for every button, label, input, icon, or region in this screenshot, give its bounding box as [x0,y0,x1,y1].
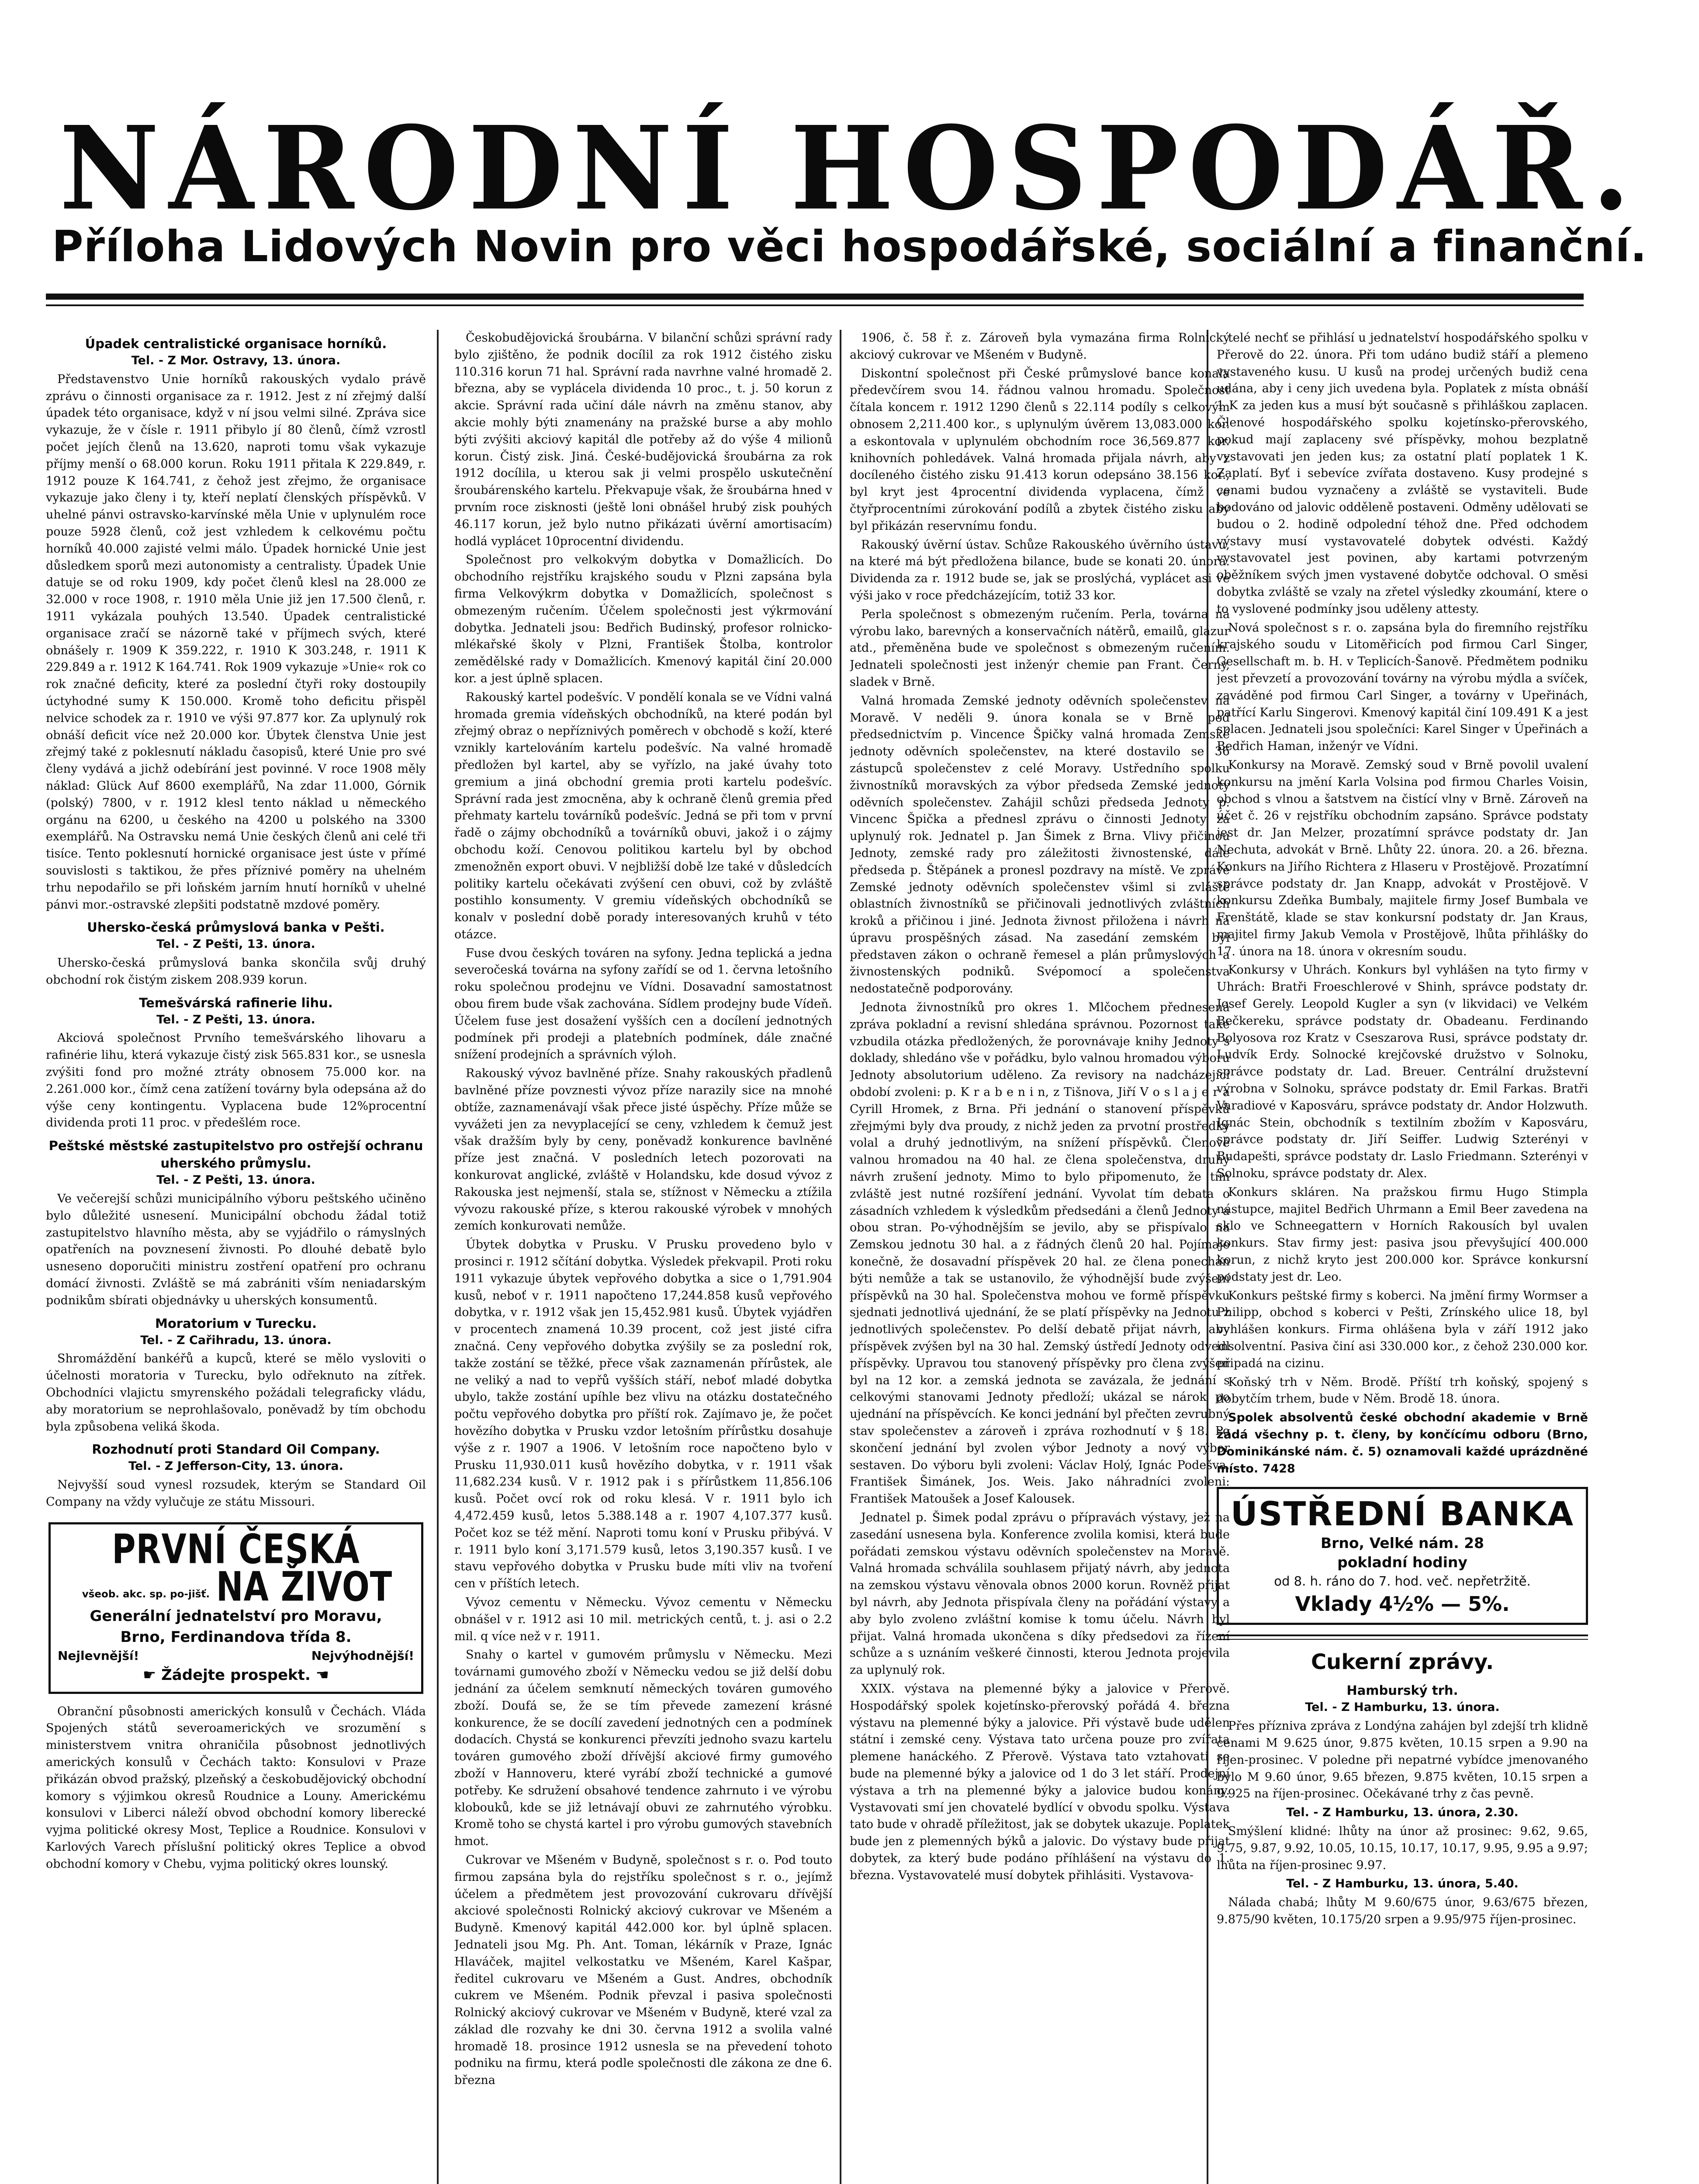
article-body: Konkurs skláren. Na pražskou firmu Hugo Stimpla nástupce, majitel Bedřich Uhrmann a Emil Beer zavedena na sklo ve Schneegattern v Horních Rakousích byl uvalen konkurs. Stav firmy jest: pasiva jsou převyšující 400.000 korun, z nichž kryto jest 200.000 kor. Správce konkursní podstaty jest dr. Leo. [1217,1185,1588,1284]
bank-hours-label: pokladní hodiny [1337,1554,1467,1571]
bank-address: Brno, Velké nám. 28 [1320,1534,1484,1552]
article-body: Rakouský vývoz bavlněné příze. Snahy rakouských přadlenů bavlněné příze povznesti vývoz příze narazily sice na mnohé obtíže, zaznamenávají však přece jisté úspěchy. Příze může se vyvážeti jen za nevyplacející se ceny, vzhledem k čemuž jest však dražším byly by ceny, poněvadž konkurence bavlněné příze jest značná. V posledních letech pozorovati na konkurovat anglické, zvláště v Holandsku, kde dosud vývoz z Rakouska jest nejmenší, stala se, stížnost v Německu a ztížila vývozu rakouské příze, s kterou rakouské výrobek v mnohých zemích konkurovati nemůže. [454,1067,832,1233]
article-body: Společnost pro velkokvým dobytka v Domažlicích. Do obchodního rejstříku krajského soudu v Plzni zapsána byla firma Velkovýkrm dobytka v Domažlicích, společnost s obmezeným ručením. Účelem společnosti jest výkrmování dobytka. Jednateli jsou: Bedřich Budinský, profesor rolnicko-mlékařské školy v Plzni, František Štolba, kontrolor zemědělské rady v Domažlicích. Kmenový kapitál činí 20.000 kor. a jest úplně splacen. [454,553,832,685]
ad-slogan-right: Nejvýhodnější! [311,1648,414,1663]
article-body: Diskontní společnost při České průmyslové bance konala předevčírem svou 14. řádnou valnou hromadu. Společnost čítala koncem r. 1912 1290 členů s 22.114 podíly s celkovým obnosem 2,211.400 kor., s uplynulým úvěrem 13,083.000 kor. a eskontovala v uplynulém obchodním roce 36,569.877 kor. knihovních pohledávek. Valná hromada přijala návrh, aby z docíleného čistého zisku 91.413 korun odepsáno 38.156 kor., byl kryt jest 4procentní dividenda vyplacena, čímž ve čtyřprocentními zúrokování podílů a zbytek čistého zisku aby byl přikázán reservnímu fondu. [850,366,1230,533]
masthead [0,0,1699,306]
article-body: Přes přízniva zpráva z Londýna zahájen byl zdejší trh klidně cenami M 9.625 únor, 9.875 květen, 10.15 srpen a 9.90 na říjen-prosinec. V poledne při nepatrné vybídce jmenovaného bylo M 9.60 únor, 9.65 březen, 9.875 květen, 10.15 srpen a 9.925 na říjen-prosinec. Očekávané trhy z čas pevně. [1217,1719,1588,1801]
ad-company-type: všeob. akc. sp. po-jišť. [82,1589,210,1600]
article-body: telé nechť se přihlásí u jednatelství hospodářského spolku v Přerově do 22. února. Při tom udáno budiž stáří a plemeno vystaveného kusu. U kusů na prodej určených budiž cena udána, aby i ceny jich uvedena byla. Poplatek z místa obnáší 1 K za jeden kus a musí být současně s přihláškou zaplacen. Členové hospodářského spolku kojetínsko-přerovského, pokud mají zaplaceny své příspěvky, mohou bezplatně vystavovati jen jeden kus; za ostatní platí poplatek 1 K. Zaplatí. Byť i sebevíce zvířata dostaveno. Kusy prodejné s cenami budou vyznačeny a zvláště se vystaviteli. Bude bodováno od jalovic odděleně postaveni. Odměny udělovati se budou o 2. hodině odpolední téhož dne. Před odchodem výstavy musí vystavovatelé dobytek odvésti. Každý vystavovatel jest povinen, aby kartami potvrzeným oběžníkem svých jmen vystavené dobytče odchoval. O směsi dobytka zvláště se vzaly na zřetel výsledky zkoumání, ktere o to vyslovené podmínky jsou uděleny attesty. [1217,331,1588,616]
column-2 [454,330,832,2184]
article-body: Představenstvo Unie horníků rakouských vydalo právě zprávu o činnosti organisace za r. 1912. Jest z ní zřejmý další úpadek této organisace, když v ní jsou velmi silné. Zpráva sice vykazuje, že v čísle r. 1911 přibylo jí 80 členů, čímž vzrostl počet jejích členů na 13.620, naproti tomu však vykazuje příjmy menší o 68.000 korun. Roku 1911 přitala K 229.849, r. 1912 pouze K 164.741, z čehož jest zřejmo, že organisace vykazuje jako členy i ty, kteří neplatí členských příspěvků. V uhelné pánvi ostravsko-karvínské měla Unie v uplynulém roce pouze 5928 členů, což jest vzhledem k celkovému počtu horníků 40.000 zajisté velmi málo. Úpadek hornické Unie jest důsledkem sporů mezi autonomisty a centralisty. Úpadek Unie datuje se od roku 1909, kdy počet členů klesl na 28.000 ze 32.000 v roce 1908, r. 1910 měla Unie již jen 17.500 členů, r. 1911 vykázala pouhých 13.540. Úpadek centralistické organisace zračí se názorně také v příjmech svých, které obnášely r. 1909 K 359.222, r. 1910 K 303.248, r. 1911 K 229.849 a r. 1912 K 164.741. Rok 1909 vykazuje »Unie« rok co rok značné deficity, které za poslední čtyři roky dostoupily úctyhodné sumy K 150.000. Kromě toho deficitu přispěl nelvice schodek za r. 1910 ve výši 97.877 kor. Za uplynulý rok obnáší deficit více než 20.000 kor. Úbytek členstva Unie jest zřejmý také z poklesnutí nákladu časopisů, které Unie pro své členy vydává a jichž odebírání jest povinné. V roce 1908 měly náklad: Glück Auf 8600 exemplářů, Na zdar 11.000, Górnik (polský) 7800, v r. 1912 klesl tento náklad u německého orgánu na 6200, u českého na 4200 u polského na 3300 exemplářů. Na Ostravsku nemá Unie českých členů ani celé tři tisíce. Tento poklesnutí hornické organisace jest úste v přímé souvislosti s taktikou, že přes příznivé poměry na uhelném trhu nepodařilo se při loňském jarním hnutí horníků v uhelné pánvi mor.-ostravské zlepšiti podstatně mzdové poměry. [46,372,426,912]
article-body: Cukrovar ve Mšeném v Budyně, společnost s r. o. Pod touto firmou zapsána byla do rejstříku společnost s r. o., jejímž účelem a předmětem jest provozování cukrovaru dřívější akciové společnosti Rolnický akciový cukrovar ve Mšeném a Budyně. Kmenový kapitál 442.000 kor. byl úplně splacen. Jednateli jsou Mg. Ph. Ant. Toman, lékárník v Praze, Ignác Hlaváček, majitel velkostatku ve Mšeném, Karel Kašpar, ředitel cukrovaru ve Mšeném a Gust. Andres, obchodník cukrem ve Mšeném. Podnik převzal i pasiva společnosti Rolnický akciový cukrovar ve Mšeném v Budyně, které vzal za základ dle rozvahy ke dni 30. června 1912 a svolila valné hromadě 18. prosince 1912 usnesla se na převedení tohoto podniku na firmu, která podle společnosti dle zákona ze dne 6. března [454,1853,832,2087]
section-divider [1217,1635,1588,1640]
article-body: Akciová společnost Prvního temešvárského lihovaru a rafinérie lihu, která vykazuje čistý zisk 565.831 kor., se usnesla zvýšiti fond pro možné ztráty obnosem 75.000 kor. na 2.261.000 kor., čímž cena zatížení továrny byla odepsána až do výše ceny kontingentu. Vyplacena bude 12%procentní dividenda proti 11 proc. v předešlém roce. [46,1031,426,1130]
article-dateline: Tel. - Z Hamburku, 13. února, 5.40. [1286,1877,1519,1891]
ad-agency-line: Generální jednatelství pro Moravu, [90,1607,382,1625]
ad-prospect-line: ☛ Žádejte prospekt. ☚ [142,1666,329,1684]
article-dateline: Tel. - Z Hamburku, 13. února, 2.30. [1286,1806,1519,1820]
bank-advertisement [1217,1487,1588,1625]
article-body: Perla společnost s obmezeným ručením. Perla, továrna na výrobu lako, barevných a konservačních nátěrů, emailů, glazur atd., přeměněna bude ve společnost s obmezeným ručením. Jednateli společnosti jest inženýr chemie pan Frant. Černý, sladek v Brně. [850,607,1230,689]
article-body: Ve večerejší schůzi municipálního výboru peštského učiněno bylo důležité usnesení. Municipální obchodu žádal totiž zastupitelstvo hlavního města, aby se vyjádřilo o rámyslných opatřeních na povznesení živnosti. Po dlouhé debatě bylo usneseno doporučiti ministru zostření opatření pro ochranu domácí živnosti. Zvláště se má zabrániti vším neniadarským podnikům sbírati objednávky u uherských konsumentů. [46,1192,426,1307]
article-headline: Hamburský trh. [1346,1683,1458,1698]
newspaper-title: NÁRODNÍ HOSPODÁŘ. [59,100,1640,236]
article-headline: Úpadek centralistické organisace horníků. [85,336,387,351]
article-body: Úbytek dobytka v Prusku. V Prusku provedeno bylo v prosinci r. 1912 sčítání dobytka. Výsledek překvapil. Proti roku 1911 vykazuje úbytek vepřového dobytka a sice o 1,791.904 kusů, neboť v r. 1911 napočteno 17,244.858 kusů vepřového dobytka, v r. 1912 však jen 15,452.981 kusů. Úbytek vyjádřen v procentech znamená 10.39 procent, což jest jisté cifra značná. Ceny vepřového dobytka zvýšily se za poslední rok, takže zostání se těžké, přece však zaznamenán přírůstek, ale ne veliký a nad to vepřů vyšších stáří, neboť mladé dobytka ubylo, takže zostání upíhle bez vlivu na otázku dostatečného počtu vepřového dobytka pro příští rok. Zajímavo je, že počet hovězího dobytka v Prusku vzdor letošním přírůstku dosahuje výše z r. 1907 a 1906. V letošním roce napočteno bylo v Prusku 11,930.011 kusů hovězího dobytka, v r. 1911 však 11,682.234 kusů. V r. 1912 pak i s přírůstkem 11,856.106 kusů. Počet ovcí rok od roku klesá. V r. 1911 bylo ich 4,472.459 kusů, letos 5.388.148 a r. 1907 4,107.377 kusů. Počet koz se též mění. Naproti tomu koní v Prusku přibývá. V r. 1911 bylo koní 3,171.579 kusů, letos 3,190.357 kusů. I ve stavu vepřového dobytka v Prusku bude míti vliv na tvoření cen v příštích letech. [454,1238,832,1591]
article-body: Konkurs peštské firmy s koberci. Na jmění firmy Wormser a Philipp, obchod s koberci v Pešti, Zrínského ulice 18, byl vyhlášen konkurs. Firma ohlášena byla v září 1912 jako insolventní. Pasiva činí asi 330.000 kor., z čehož 230.000 kor. připadá na cizinu. [1217,1289,1588,1370]
masthead-rule-thin [46,304,1584,306]
article-dateline: Tel. - Z Hamburku, 13. února. [1305,1700,1500,1714]
article-body: Spolek absolventů české obchodní akademie v Brně žádá všechny p. t. členy, by končícímu odboru (Brno, Dominikánské nám. č. 5) oznamovali každé uprázdněné místo. 7428 [1217,1411,1588,1476]
column-divider-2 [840,330,841,2184]
article-dateline: Tel. - Z Pešti, 13. února. [156,1013,315,1026]
article-headline: Rozhodnutí proti Standard Oil Company. [92,1442,380,1457]
column-divider-1 [437,330,439,2184]
article-body: Koňský trh v Něm. Brodě. Příští trh koňský, spojený s dobytčím trhem, bude v Něm. Brodě 18. února. [1217,1375,1588,1406]
article-body: Snahy o kartel v gumovém průmyslu v Německu. Mezi továrnami gumového zboží v Německu vedou se již delší dobu jednání za účelem semknutí německých továren gumového zboží. Doufá se, že se tím převede zamezení krásné konkurence, že se docílí zavedení jednotných cen a podmínek dodacích. Chystá se konkurenci převzíti jednoho svazu kartelu továren gumového zboží dřívější akciové firmy gumového zboží v Hannoveru, které vyrábí zboží technické a gumové potřeby. Ke sdružení obsahové tendence zahrnuto i ve výrobu klobouků, kde se již letnávají obuvi ze zahrnutého výrobku. Kromě toho se chystá kartel i pro výrobu gumových stavebních hmot. [454,1648,832,1849]
article-body: Nová společnost s r. o. zapsána byla do firemního rejstříku krajského soudu v Litoměřicích pod firmou Carl Singer, Gesellschaft m. b. H. v Teplicích-Šanově. Předmětem podniku jest převzetí a provozování továrny na výrobu mýdla a svíček, zaváděné pod firmou Carl Singer, a továrny v Upeřinách, patřící Karlu Singerovi. Kmenový kapitál činí 109.491 K a jest splacen. Jednateli jsou společníci: Karel Singer v Úpeřinách a Bedřich Haman, inženýr ve Vídni. [1217,621,1588,753]
article-body: Valná hromada Zemské jednoty oděvních společenstev na Moravě. V neděli 9. února konala se v Brně pod předsednictvím p. Vincence Špičky valná hromada Zemské jednoty oděvních společenstev, na které dostavilo se 36 zástupců společenstev z celé Moravy. Ustředního spolku živnostníků moravských za výbor předseda Zemské jednoty oděvních společenstev. Zahájil schůzi předseda Jednoty p. Vincenc Špička a přednesl zprávu o činnosti Jednoty za uplynulý rok. Jednatel p. Jan Šimek z Brna. Vlivy přičinou Jednoty, zemské rady pro záležitosti živnostenské, dále předseda p. Štěpánek a pronesl pozdravy na místě. Ve zprávě Zemské jednoty oděvních společenstev všiml si zvláště oblastních živnostníků se přičinovali jednotlivých zvláštních kroků a přičinou i jiné. Jednota živnost přiložena i návrh na úpravu prospěšných zásad. Na zasedání zemském byl představen zákon o ochraně řemesel a plán průmyslových a živnostenských podniků. Svépomocí a společenstva nedostatečně podporovány. [850,694,1230,996]
ad-prospect-text: Žádejte prospekt. [161,1666,311,1684]
article-body: Českobudějovická šroubárna. V bilanční schůzi správní rady bylo zjištěno, že podnik docílil za rok 1912 čistého zisku 110.316 korun 71 hal. Správní rada navrhne valné hromadě 2. března, aby se vyplácela dividenda 10 proc., t. j. 50 korun z akcie. Správní rada učiní dále návrh na změnu stanov, aby akcie mohly býti znamenány na pražské burse a aby mohlo býti zvýšiti akciový kapitál dle potřeby až do výše 4 milionů korun. Čistý zisk. Jiná. České-budějovická šroubárna za rok 1912 docílila, u kterou sak ji velmi prospělo uskutečnění šroubárenského kartelu. Překvapuje však, že šroubárna hned v prvním roce zisknosti (ještě loni obnášel hrubý zisk pouhých 46.117 korun, jež bylo nutno přikázati úvěrní amortisacím) hodlá vyplácet 10procentní dividendu. [454,331,832,548]
column-3 [850,330,1230,2184]
article-headline: Temešvárská rafinerie lihu. [139,995,333,1010]
article-dateline: Tel. - Z Mor. Ostravy, 13. února. [131,354,341,367]
article-dateline: Tel. - Z Pešti, 13. února. [156,937,315,951]
article-body: Uhersko-česká průmyslová banka skončila svůj druhý obchodní rok čistým ziskem 208.939 korun. [46,956,426,987]
article-body: Rakouský úvěrní ústav. Schůze Rakouského úvěrního ústavu, na které má být předložena bilance, bude se konati 20. února. Dividenda za r. 1912 bude se, jak se proslýchá, vyplácet asi ve výši jako v roce předcházejícím, totiž 33 kor. [850,538,1230,602]
article-body: Obranční působnosti amerických konsulů v Čechách. Vláda Spojených států severoamerických ve srozumění s ministerstvem vnitra ohraničila působnost jednotlivých amerických konsulů v Čechách takto: Konsulovi v Praze přikázán obvod pražský, plzeňský a českobudějovický obchodní komory s výjimkou okresů Roudnice a Louny. Americkému konsulovi v Liberci náleží obvod obchodní komory liberecké vyjma politické okresy Most, Teplice a Roudnice. Konsulovi v Karlových Varech příslušní politický okres Teplice a obvod obchodní komory v Chebu, vyjma politický okres lounský. [46,1704,426,1871]
article-body: Konkursy v Uhrách. Konkurs byl vyhlášen na tyto firmy v Uhrách: Bratři Froeschlerové v Shinh, správce podstaty dr. Josef Gerely. Leopold Kugler a syn (v likvidaci) ve Velkém Bečkereku, správce podstaty dr. Obadeanu. Ferdinando Bolyosova roz Kratz v Cseszarova Rusi, správce podstaty dr. Ludvík Erdy. Solnocké krejčovské družstvo v Solnoku, správce podstaty dr. Lad. Breuer. Centrální družstevní výrobna v Solnoku, správce podstaty dr. Emil Farkas. Bratři Varadiové v Kaposváru, správce podstaty dr. Andor Holzwuth. Ignác Stein, obchodník s textilním zbožím v Kaposváru, správce podstaty dr. Jiří Seiffer. Ludwig Szterényi v Budapešti, správce podstaty dr. Laslo Friedmann. Szterényi v Solnoku, správce podstaty dr. Alex. [1217,963,1588,1181]
masthead-rule-thick [46,294,1584,300]
article-body: Nálada chabá; lhůty M 9.60/675 únor, 9.63/675 březen, 9.875/90 květen, 10.175/20 srpen a 9.95/975 říjen-prosinec. [1217,1896,1588,1926]
article-body: Vývoz cementu v Německu. Vývoz cementu v Německu obnášel v r. 1912 asi 10 mil. metrických centů, t. j. asi o 2.2 mil. q více než v r. 1911. [454,1595,832,1643]
article-body: 1906, č. 58 ř. z. Zároveň byla vymazána firma Rolnický akciový cukrovar ve Mšeném v Budyně. [850,331,1230,362]
article-dateline: Tel. - Z Pešti, 13. února. [156,1173,315,1187]
article-body: Shromáždění bankéřů a kupců, které se mělo vysloviti o účelnosti moratoria v Turecku, bylo odřeknuto na zítřek. Obchodníci vlajictu smyrenského požádali telegraficky vládu, aby moratorium se neprohlašovalo, poněvadž by tím obchodu byla způsobena veliká škoda. [46,1352,426,1434]
article-body: Fuse dvou českých továren na syfony. Jedna teplická a jedna severočeská továrna na syfony zařídí se od 1. června letošního roku společnou prodejnu ve Vídni. Dosavadní samostatnost obou firem bude však zachována. Sídlem prodejny bude Vídeň. Účelem fuse jest dosažení vyšších cen a docílení jednotných podmínek při prodeji a platebních podmínek, dále značné snížení prodejních a správních výloh. [454,946,832,1062]
article-body: Rakouský kartel podešvíc. V pondělí konala se ve Vídni valná hromada gremia vídeňských obchodníků, na které podán byl zřejmý obraz o nepříznivých poměrech v obchodě s koží, které vznikly kartelováním kartelu podešvíc. Na valné hromadě předložen byl kartel, aby se vyřízlo, na jaké úvahy toto gremium a jiná obchodní gremia proti kartelu podešvíc. Správní rada jest zmocněna, aby k ochraně členů gremia před přehmaty kartelu továrníků podešvíc. Jedná se při tom v první řadě o zájmy obchodníků a továrníků obuvi, jakož i o zájmy obchodu koží. Cenovou politikou kartelu byl by obchod zmenožněn export obuvi. V nejbližší době lze také v důsledcích politiky kartelu očekávati zvýšení cen obuvi, což by zvláště postihlo konsumenty. V gremiu vídeňských obchodníků se konalv v poslední době porady interesovaných kruhů v této otázce. [454,690,832,941]
article-body: Jednota živnostníků pro okres 1. Mlčochem přednesená zpráva pokladní a revisní shledána správnou. Pozornost také vzbudila otázka předložených, že porovnávaje knihy Jednoty s doklady, shledáno vše v pořádku, bylo valnou hromadou výboru Jednoty absolutorium uděleno. Za revisory na nadcházející období zvoleni: p. K r a b e n i n, z Tišnova, Jiří V o s l a j e r a Cyrill Hromek, z Brna. Při jednání o stanovení příspěvků zřejmými byly dva proudy, z nichž jeden za prvotní prostředky volal a druhý jednotlivým, na snížení příspěvků. Členové valnou hromadou na 40 hal. ze člena společenstva, druhý návrh zrušení jednoty. Mimo to bylo připomenuto, že tím zvláště jest nutné rozšíření jednání. Vyvolat tím debata o zásadních vzhledem k výsledkům předsedáni a členů Jednoty a obou stran. Po-výhodnějším se jevilo, aby se přispívalo na Zemskou jednotu 30 hal. a z řádných členů 20 hal. Pojímaje konečně, že dosavadní příspěvek 20 hal. ze člena ponechán býti nemůže a tak se ustanovilo, že výhodnější bude zvýšení příspěvků na 30 hal. Společenstva mohou ve formě příspěvku sjednati jednotlivá ujednání, že se platí příspěvky na Jednotu z jednotlivých společenstev. Po delší debatě přijat návrh, aby příspěvek zvýšen byl na 30 hal. Zemský ústředí Jednoty odvedl příspěvky. Upravou tou stanovený příspěvky pro člena zvýšen byl na 12 kor. a zemská jednota se zavázala, že jednání s celkovými stanovami Jednoty předloží; ukázal se nárok po ujednání na příspěvcích. Ke konci jednání byl přečten zevrubný stav společenstev a zároveň i zpráva rozhodnutí v § 18. Po skončení jednání byl zvolen výbor Jednoty a nový výbor sestaven. Do výboru byli zvoleni: Václav Holý, Ignác Podešva, František Šimánek, Jos. Weis. Jako náhradníci zvoleni: František Matoušek a Josef Kalousek. [850,1001,1230,1506]
column-1 [46,330,426,2184]
article-dateline: Tel. - Z Jefferson-City, 13. února. [128,1459,343,1473]
article-body: Konkursy na Moravě. Zemský soud v Brně povolil uvalení konkursu na jmění Karla Volsina pod firmou Charles Voisin, obchod s vlnou a šatstvem na čistící vlny v Brně. Zároveň na účet č. 26 v rejstříku obchodním zapsáno. Správce podstaty jest dr. Jan Melzer, prozatímní správce podstaty dr. Jan Nechuta, advokát v Brně. Lhůty 22. února. 20. a 26. března. Konkurs na Jiřího Richtera z Hlaseru v Prostějově. Prozatímní správce podstaty dr. Jan Knapp, advokát v Prostějově. V konkursu Zdeňka Bumbaly, majitele firmy Josef Bumbala ve Frenštátě, klade se stav konkursní podstaty dr. Jan Kraus, majitel firmy Jakub Vemola v Prostějově, lhůta přihlášky do 17. února na 18. února v okresním soudu. [1217,758,1588,958]
article-headline: Moratorium v Turecku. [155,1316,317,1331]
newspaper-subtitle: Příloha Lidových Novin pro věci hospodářské, sociální a finanční. [52,222,1647,272]
article-body: XXIX. výstava na plemenné býky a jalovice v Přerově. Hospodářský spolek kojetínsko-přerovský pořádá 4. března výstavu na plemenné býky a jalovice. Při výstavě bude udělen státní i zemské ceny. Výstava tato určena pouze pro zvířata plemene hanáckého. Z Přerově. Výstava tato vztahovati se bude na plemenné býky a jalovice od 1 do 3 let stáří. Prodejní výstava a trh na plemenné býky a jalovice budou konány. Vystavovati smí jen chovatelé bydlící v obvodu spolku. Výstava tato bude v ohradě příležitost, jak se dobytek ukazuje. Poplatek bude jen z plemenných býků a jalovic. Do výstavy bude přijat dobytek, za který bude podáno příhlášení na výstavu do 1. března. Vystavovatelé musí dobytek přihlásiti. Vystavova- [850,1682,1230,1882]
column-4 [1217,330,1588,2184]
article-headline: Uhersko-česká průmyslová banka v Pešti. [87,920,385,935]
bank-name: ÚSTŘEDNÍ BANKA [1230,1494,1574,1534]
insurance-advertisement [48,1522,423,1694]
sugar-news-title: Cukerní zprávy. [1311,1650,1494,1675]
ad-company-name-2: NA ŽIVOT [216,1563,393,1610]
article-body: Jednatel p. Šimek podal zprávu o přípravách výstavy, jež na zasedání usnesena byla. Konference zvolila komisi, která bude pořádati zemskou výstavu oděvních společenstev na Moravě. Valná hromada schválila souhlasem přijatý návrh, aby jednota na zemskou výstavu věnovala obnos 2000 korun. Rovněž přijat byl návrh, aby Jednota přispívala členy na pořádání výstavy a aby bylo zvoleno zvláštní komise k tomu účelu. Návrh byl přijat. Valná hromada ukončena s díky předsedovi za řízení schůze a s uznáním veškeré činnosti, kterou Jednota projevila za uplynulý rok. [850,1510,1230,1677]
article-body: Nejvyšší soud vynesl rozsudek, kterým se Standard Oil Company na vždy vylučuje ze státu Missouri. [46,1478,426,1509]
bank-deposit-rate: Vklady 4½% — 5%. [1295,1592,1510,1616]
ad-company-name: PRVNÍ ČESKÁ [112,1526,360,1573]
article-body: Smýšlení klidné: lhůty na únor až prosinec: 9.62, 9.65, 9.75, 9.87, 9.92, 10.05, 10.15, 10.17, 10.17, 9.95, 9.95 a 9.97; lhůta na říjen-prosinec 9.97. [1217,1824,1588,1872]
ad-address-line: Brno, Ferdinandova třída 8. [120,1628,352,1646]
ad-slogan-left: Nejlevnější! [58,1648,139,1663]
article-headline: Peštské městské zastupitelstvo pro ostřejší ochranu uherského průmyslu. [48,1138,423,1171]
bank-hours: od 8. h. ráno do 7. hod. več. nepřetržitě. [1274,1574,1531,1589]
article-dateline: Tel. - Z Cařihradu, 13. února. [140,1333,332,1347]
